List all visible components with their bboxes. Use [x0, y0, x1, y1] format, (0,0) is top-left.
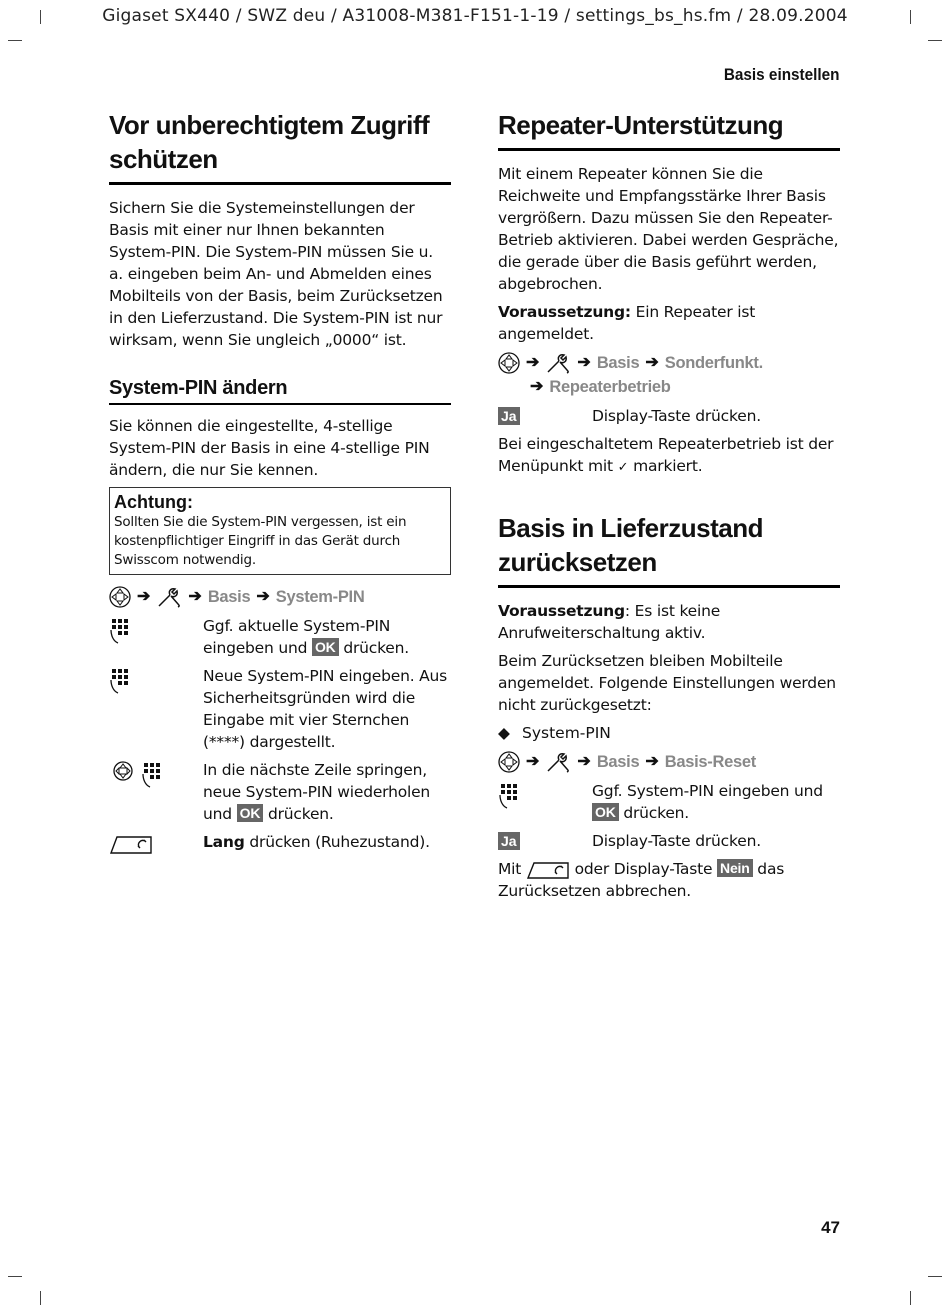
step-text-pre: In die nächste Zeile springen, neue System-PIN wiederholen und: [203, 761, 431, 823]
step-end-call: [109, 831, 451, 859]
crop-mark: [910, 1291, 911, 1305]
ja-key-cell: [498, 830, 592, 851]
settings-wrench-icon: [156, 586, 182, 608]
step-text: [203, 831, 451, 853]
text-post: das Zurücksetzen abbrechen.: [498, 860, 785, 900]
right-column: [498, 108, 840, 908]
diamond-bullet-icon: ◆: [498, 724, 510, 742]
arrow-icon: ➔: [137, 588, 151, 605]
arrow-icon: ➔: [526, 753, 540, 770]
step-text: [203, 759, 451, 825]
repeater-check-paragraph: [498, 433, 840, 479]
arrow-icon: ➔: [526, 354, 540, 371]
end-call-key-icon: [526, 860, 570, 878]
menu-item-sonderfunkt: Sonderfunkt.: [664, 354, 763, 372]
crop-mark: [8, 40, 22, 41]
step-enter-current-pin: [109, 615, 451, 659]
menu-item-basis: Basis: [596, 354, 640, 372]
ok-key: OK: [592, 803, 619, 821]
reset-paragraph: Beim Zurücksetzen bleiben Mobilteile angemeldet. Folgende Einstellungen werden nicht zurückgesetzt:: [498, 652, 836, 714]
nav-and-keypad-icons: [109, 759, 203, 793]
heading-change-pin: System-PIN ändern: [109, 375, 451, 405]
warning-text: Sollten Sie die System-PIN vergessen, ist ein kostenpflichtiger Eingriff in das Gerät durch Swisscom notwendig.: [114, 514, 407, 568]
change-pin-paragraph: Sie können die eingestellte, 4-stellige System-PIN der Basis in eine 4-stellige PIN ändern, die nur Sie kennen.: [109, 417, 430, 479]
nav-key-icon: [498, 352, 520, 374]
ok-key: OK: [312, 638, 339, 656]
settings-wrench-icon: [545, 751, 571, 773]
ja-key: Ja: [498, 407, 520, 425]
step-repeat-pin: [109, 759, 451, 825]
checkmark-icon: ✓: [617, 460, 629, 475]
requirement-label: Voraussetzung: [498, 602, 625, 620]
step-text-post: drücken.: [618, 804, 690, 822]
ja-key-cell: [498, 405, 592, 426]
step-text: [592, 780, 840, 824]
text-mid: oder Display-Taste: [569, 860, 718, 878]
crop-mark: [928, 40, 942, 41]
step-text-post: drücken.: [338, 639, 409, 657]
menu-item-repeaterbetrieb: Repeaterbetrieb: [549, 378, 671, 396]
ja-key: Ja: [498, 832, 520, 850]
step-enter-new-pin: [109, 665, 451, 753]
repeater-requirement: [498, 301, 840, 345]
section-title: Basis einstellen: [724, 65, 840, 84]
cancel-paragraph: [498, 858, 840, 902]
menu-path-repeater: [498, 351, 840, 399]
crop-mark: [40, 1291, 41, 1305]
nav-key-icon: [109, 586, 131, 608]
page-header: Gigaset SX440 / SWZ deu / A31008-M381-F151-1-19 / settings_bs_hs.fm / 28.09.2004: [102, 6, 848, 26]
step-text: Neue System-PIN eingeben. Aus Sicherheitsgründen wird die Eingabe mit vier Sternchen (****) dargestellt.: [203, 667, 448, 751]
left-column: [109, 108, 451, 865]
text-pre: Mit: [498, 860, 526, 878]
step-text-post: drücken (Ruhezustand).: [244, 833, 430, 851]
menu-item-basis: Basis: [596, 753, 640, 771]
crop-mark: [8, 1276, 22, 1277]
arrow-icon: ➔: [645, 753, 659, 770]
keypad-icon: [498, 780, 592, 814]
keypad-icon: [109, 665, 203, 699]
requirement-text: Ein Repeater ist angemeldet.: [498, 303, 756, 343]
text-pre: Bei eingeschaltetem Repeaterbetrieb ist der Menüpunkt mit: [498, 435, 834, 475]
menu-path-system-pin: [109, 585, 451, 609]
requirement-label: Voraussetzung:: [498, 303, 631, 321]
step-text-bold: Lang: [203, 833, 245, 851]
nein-key: Nein: [717, 859, 753, 877]
page-number: 47: [821, 1218, 840, 1237]
step-ja: [498, 405, 840, 427]
arrow-icon: ➔: [188, 588, 202, 605]
step-text: Display-Taste drücken.: [592, 832, 761, 850]
arrow-icon: ➔: [577, 354, 591, 371]
nav-key-icon: [498, 751, 520, 773]
step-enter-pin: [498, 780, 840, 824]
arrow-icon: ➔: [530, 378, 544, 395]
ok-key: OK: [237, 804, 264, 822]
repeater-paragraph: Mit einem Repeater können Sie die Reichweite und Empfangsstärke Ihrer Basis vergrößern. Dazu müssen Sie den Repeater-Betrieb aktivieren. Dabei werden Gespräche, die gerade über die Basis geführt werden, abgebrochen.: [498, 165, 839, 293]
step-ja-reset: [498, 830, 840, 852]
menu-item-basis: Basis: [207, 588, 251, 606]
arrow-icon: ➔: [645, 354, 659, 371]
heading-factory-reset: Basis in Lieferzustand zurücksetzen: [498, 511, 840, 588]
crop-mark: [928, 1276, 942, 1277]
requirement-text: : Es ist keine Anrufweiterschaltung aktiv.: [498, 602, 721, 642]
arrow-icon: ➔: [577, 753, 591, 770]
warning-box: [109, 487, 451, 575]
list-item-text: System-PIN: [522, 724, 611, 742]
list-item: [498, 722, 840, 744]
end-call-key-icon: [109, 831, 203, 859]
reset-requirement: [498, 600, 840, 644]
step-text: [203, 615, 451, 659]
menu-path-reset: [498, 750, 840, 774]
menu-item-system-pin: System-PIN: [275, 588, 365, 606]
settings-wrench-icon: [545, 352, 571, 374]
heading-repeater: Repeater-Unterstützung: [498, 108, 840, 151]
text-post: markiert.: [628, 457, 703, 475]
step-text: Display-Taste drücken.: [592, 407, 761, 425]
keypad-icon: [109, 615, 203, 649]
menu-item-basis-reset: Basis-Reset: [664, 753, 756, 771]
intro-paragraph: Sichern Sie die Systemeinstellungen der Basis mit einer nur Ihnen bekannten System-PIN. Die System-PIN müssen Sie u. a. eingeben beim An- und Abmelden eines Mobilteils von der Basis, beim Zurücksetzen in den Lieferzustand. Die System-PIN ist nur wirksam, wenn Sie ungleich „0000“ ist.: [109, 199, 443, 349]
step-text-pre: Ggf. aktuelle System-PIN eingeben und: [203, 617, 391, 657]
step-text-post: drücken.: [263, 805, 334, 823]
arrow-icon: ➔: [256, 588, 270, 605]
warning-title: Achtung:: [114, 492, 193, 512]
step-text-pre: Ggf. System-PIN eingeben und: [592, 782, 823, 800]
heading-protect-access: Vor unberechtigtem Zugriff schützen: [109, 108, 451, 185]
